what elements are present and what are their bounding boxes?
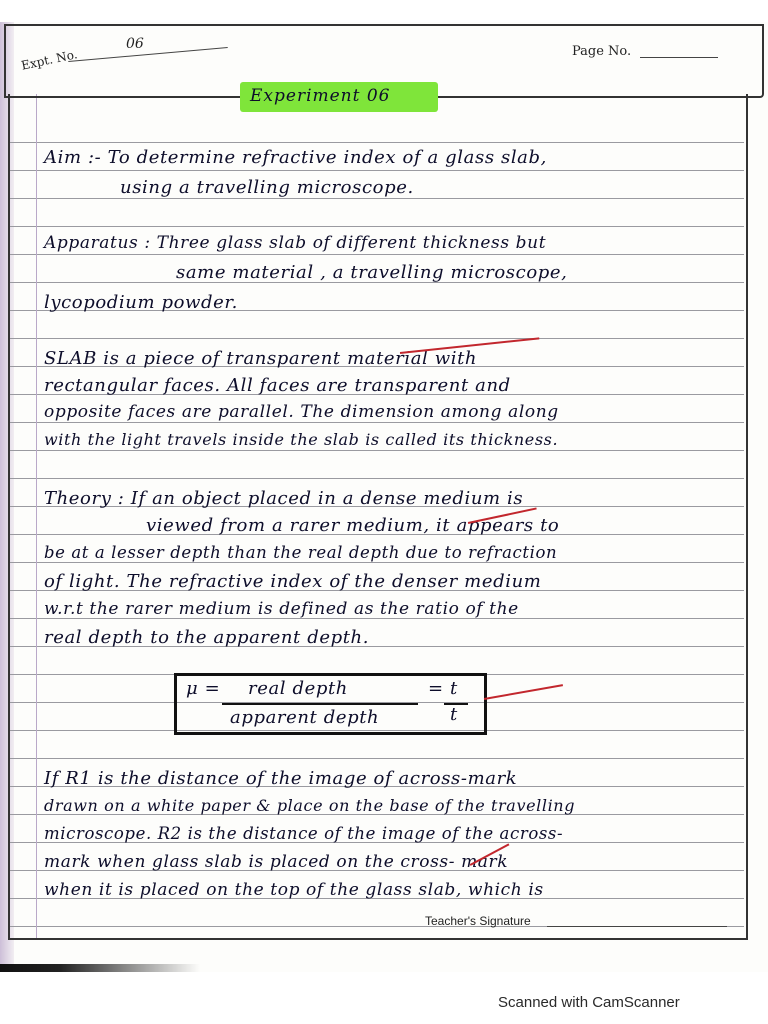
line-theory-4: of light. The refractive index of the denser medium bbox=[44, 571, 542, 592]
formula-denominator: apparent depth bbox=[230, 707, 380, 728]
line-note-4: mark when glass slab is placed on the cross- mark bbox=[44, 852, 509, 872]
line-theory-6: real depth to the apparent depth. bbox=[44, 627, 370, 648]
line-theory-2: viewed from a rarer medium, it appears to bbox=[146, 515, 560, 536]
formula-numerator: real depth bbox=[248, 678, 348, 699]
line-note-1: If R1 is the distance of the image of across-mark bbox=[44, 768, 518, 789]
line-note-5: when it is placed on the top of the glass slab, which is bbox=[44, 880, 544, 900]
line-aim-1: Aim :- To determine refractive index of a glass slab, bbox=[44, 147, 547, 168]
line-theory-1: Theory : If an object placed in a dense medium is bbox=[44, 488, 524, 509]
expt-no-value: 06 bbox=[126, 36, 144, 52]
line-slab-4: with the light travels inside the slab is called its thickness. bbox=[44, 430, 559, 449]
formula-mu: μ = bbox=[186, 678, 221, 699]
line-theory-3: be at a lesser depth than the real depth due to refraction bbox=[44, 543, 558, 562]
scanner-watermark: Scanned with CamScanner bbox=[498, 994, 680, 1011]
expt-no-label: Expt. No. bbox=[20, 47, 79, 73]
line-note-2: drawn on a white paper & place on the base of the travelling bbox=[44, 796, 576, 815]
line-apparatus-1: Apparatus : Three glass slab of different thickness but bbox=[44, 233, 547, 253]
formula-rhs-bottom: t bbox=[450, 704, 458, 725]
line-apparatus-3: lycopodium powder. bbox=[44, 292, 238, 313]
line-apparatus-2: same material , a travelling microscope, bbox=[176, 262, 568, 283]
fraction-bar bbox=[222, 703, 418, 705]
line-theory-5: w.r.t the rarer medium is defined as the ratio of the bbox=[44, 599, 519, 619]
notebook-page bbox=[0, 22, 768, 972]
formula-equals: = bbox=[428, 678, 444, 699]
line-slab-2: rectangular faces. All faces are transparent and bbox=[44, 375, 511, 396]
line-slab-3: opposite faces are parallel. The dimension among along bbox=[44, 402, 559, 422]
page-no-line bbox=[640, 57, 718, 58]
formula-rhs-top: t bbox=[450, 678, 458, 699]
line-aim-2: using a travelling microscope. bbox=[120, 177, 414, 198]
page-no-label: Page No. bbox=[572, 44, 632, 59]
teachers-signature-line bbox=[547, 926, 727, 927]
line-note-3: microscope. R2 is the distance of the image of the across- bbox=[44, 824, 564, 843]
line-slab-1: SLAB is a piece of transparent material with bbox=[44, 348, 478, 369]
experiment-title: Experiment 06 bbox=[250, 86, 391, 106]
expt-no-line bbox=[68, 47, 227, 62]
page-bottom-shadow bbox=[0, 964, 768, 972]
teachers-signature-label: Teacher's Signature bbox=[425, 914, 531, 928]
